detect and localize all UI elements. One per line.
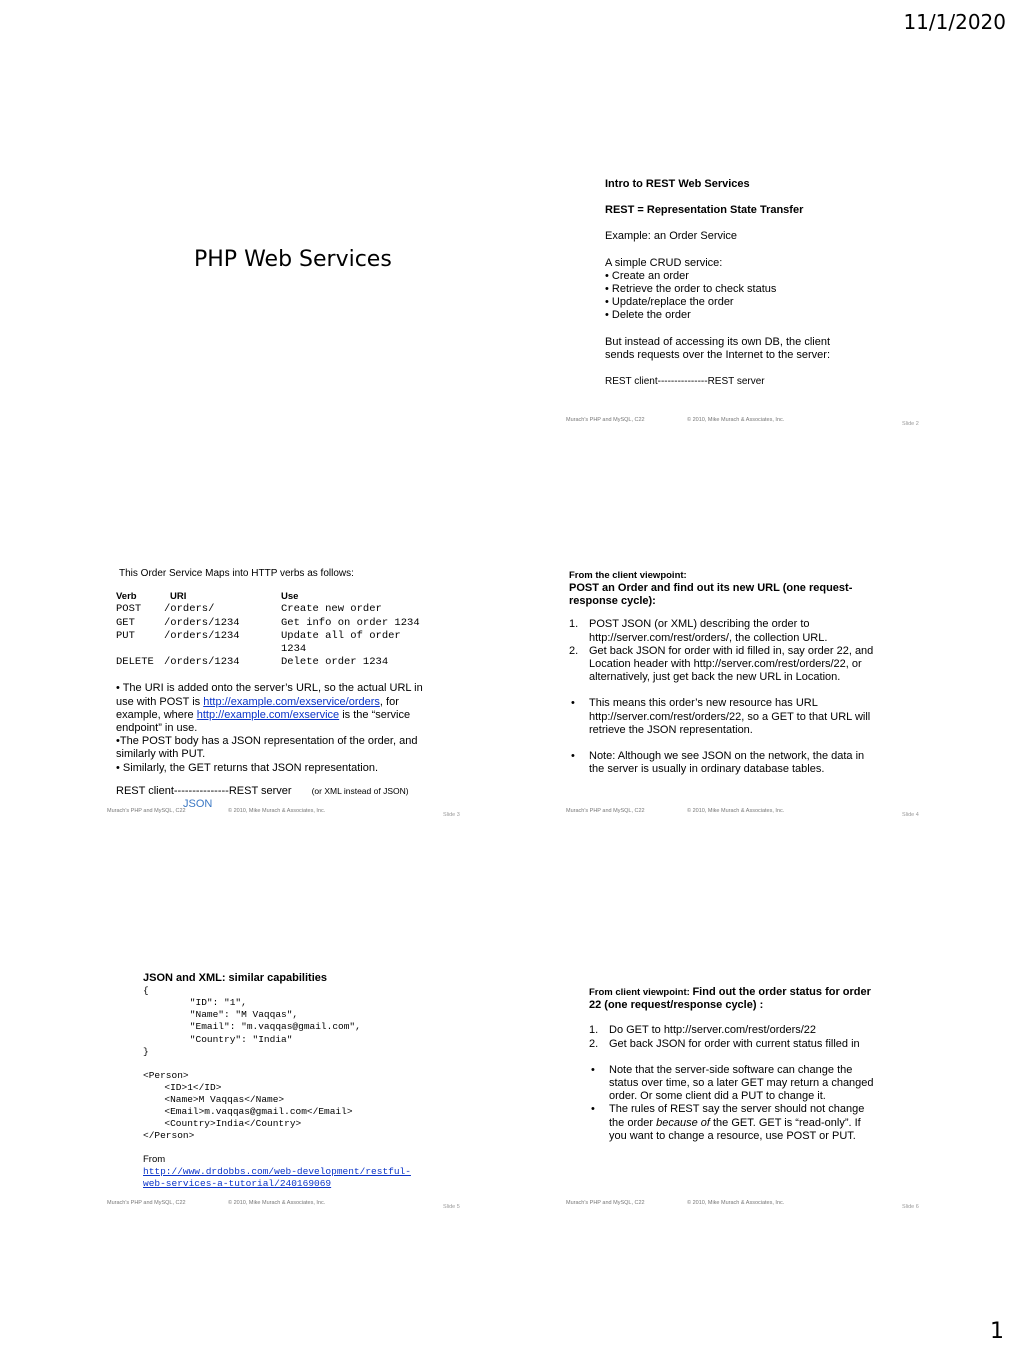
code-line: <Person> bbox=[143, 1069, 189, 1081]
use-cell: Get info on order 1234 bbox=[281, 616, 420, 629]
slide6-steps bbox=[589, 1024, 879, 1050]
step-text: Get back JSON for order with current status filled in bbox=[609, 1037, 860, 1050]
slide2-paragraph-line: sends requests over the Internet to the server: bbox=[605, 348, 831, 361]
table-header-uri: URI bbox=[170, 591, 187, 603]
step-number: 2. bbox=[569, 644, 579, 657]
uri-cell: /orders/ bbox=[164, 603, 215, 616]
code-line: "Country": "India" bbox=[167, 1033, 293, 1045]
step-item bbox=[589, 1024, 879, 1037]
slide6-heading-prefix: From client viewpoint: bbox=[589, 987, 693, 998]
link-line[interactable]: web-services-a-tutorial/240169069 bbox=[143, 1178, 332, 1190]
xml-code-block bbox=[143, 1070, 443, 1143]
slide2-paragraph-line: But instead of accessing its own DB, the client bbox=[605, 335, 831, 348]
code-line: <Email>m.vaqqas@gmail.com</Email> bbox=[153, 1106, 353, 1118]
slide3 bbox=[116, 567, 428, 810]
crud-item: • Create an order bbox=[605, 269, 689, 282]
table-row bbox=[116, 603, 428, 616]
slide4-steps bbox=[569, 618, 875, 684]
slide2-crud-intro: A simple CRUD service: bbox=[605, 256, 723, 269]
bullet-item: • This means this order’s new resource has URL http://server.com/rest/orders/22, so a GET to that URL will retrieve the JSON representation. bbox=[569, 697, 875, 737]
slide4-footer-course: Murach's PHP and MySQL, C22 bbox=[566, 808, 645, 814]
page-date: 11/1/2020 bbox=[903, 10, 1006, 34]
slide2-heading: Intro to REST Web Services bbox=[605, 178, 750, 190]
code-line: </Person> bbox=[143, 1130, 195, 1142]
slide5 bbox=[143, 972, 443, 1191]
crud-item: • Update/replace the order bbox=[605, 296, 734, 309]
verbs-table bbox=[116, 590, 428, 669]
slide4-heading-small: From the client viewpoint: bbox=[569, 570, 687, 581]
uri-cell: /orders/1234 bbox=[164, 629, 240, 642]
bullet-item: • Note: Although we see JSON on the network, the data in the server is usually in ordinary database tables. bbox=[569, 750, 875, 776]
table-row bbox=[116, 630, 428, 656]
slide2 bbox=[605, 178, 905, 388]
slide5-from-label: From bbox=[143, 1154, 166, 1166]
verb-cell: POST bbox=[116, 603, 142, 616]
slide3-p1-text: • The URI is added onto the server’s URL, so the actual URL in use with POST is bbox=[116, 682, 423, 708]
uri-cell: /orders/1234 bbox=[164, 616, 240, 629]
step-number: 1. bbox=[589, 1024, 599, 1037]
slide3-paragraph-post: •The POST body has a JSON representation of the order, and similarly with PUT. bbox=[116, 735, 418, 761]
slide6-footer-slide: Slide 6 bbox=[902, 1204, 919, 1210]
uri-cell: /orders/1234 bbox=[164, 656, 240, 669]
table-header-row bbox=[116, 590, 428, 603]
slide2-rest-definition: REST = Representation State Transfer bbox=[605, 204, 804, 217]
slide5-footer-copyright: © 2010, Mike Murach & Associates, Inc. bbox=[228, 1200, 326, 1206]
code-line: { bbox=[143, 985, 149, 997]
verb-cell: GET bbox=[116, 616, 135, 629]
slide3-rest-line: REST client---------------REST server bbox=[116, 784, 292, 797]
slide3-rest-row bbox=[116, 785, 428, 797]
code-line: "ID": "1", bbox=[167, 997, 247, 1009]
slide3-p1-text: , for example, where bbox=[116, 695, 399, 721]
json-code-block bbox=[143, 985, 443, 1058]
crud-item: • Retrieve the order to check status bbox=[605, 283, 777, 296]
slide3-footer-copyright: © 2010, Mike Murach & Associates, Inc. bbox=[228, 808, 326, 814]
slide4 bbox=[569, 570, 875, 776]
verb-cell: PUT bbox=[116, 629, 135, 642]
code-line: <ID>1</ID> bbox=[153, 1081, 222, 1093]
bullet-text: The rules of REST say the server should not change the order bbox=[609, 1103, 865, 1129]
slide5-footer-course: Murach's PHP and MySQL, C22 bbox=[107, 1200, 186, 1206]
bullet-text: the GET. GET is “read-only”. If you want to change a resource, use POST or PUT. bbox=[609, 1116, 861, 1142]
slide4-footer-copyright: © 2010, Mike Murach & Associates, Inc. bbox=[687, 808, 785, 814]
code-line: "Email": "m.vaqqas@gmail.com", bbox=[167, 1021, 361, 1033]
step-item bbox=[569, 618, 875, 644]
slide5-footer-slide: Slide 5 bbox=[443, 1204, 460, 1210]
slide6-bullets bbox=[589, 1064, 879, 1143]
step-item bbox=[569, 645, 875, 685]
table-row bbox=[116, 656, 428, 669]
slide3-json-label: JSON bbox=[183, 797, 213, 810]
bullet-item bbox=[589, 1103, 879, 1143]
use-cell: Delete order 1234 bbox=[281, 656, 389, 669]
slide6-footer-course: Murach's PHP and MySQL, C22 bbox=[566, 1200, 645, 1206]
step-text: Get back JSON for order with id filled in, say order 22, and Location header with http://server.com/rest/orders/22, or alternatively, just get back the new URL in Location. bbox=[589, 644, 874, 684]
slide4-heading: POST an Order and find out its new URL (one request-response cycle): bbox=[569, 582, 853, 608]
page-number: 1 bbox=[990, 1319, 1004, 1344]
slide6 bbox=[589, 986, 879, 1143]
slide2-footer-slide: Slide 2 bbox=[902, 421, 919, 427]
step-number: 1. bbox=[569, 618, 579, 631]
exservice-link[interactable]: http://example.com/exservice bbox=[196, 708, 340, 721]
bullet-item: • Note that the server-side software can change the status over time, so a later GET may return a changed order. Or some client did a PUT to change it. bbox=[589, 1064, 879, 1104]
code-line: } bbox=[143, 1045, 149, 1057]
code-line: <Name>M Vaqqas</Name> bbox=[153, 1093, 285, 1105]
slide3-paragraph-get: • Similarly, the GET returns that JSON representation. bbox=[116, 761, 379, 774]
slide3-p1-text: is the “service endpoint” in use. bbox=[116, 708, 411, 735]
use-cell: Create new order bbox=[281, 603, 382, 616]
slide4-bullets bbox=[569, 697, 875, 776]
slide2-footer-course: Murach's PHP and MySQL, C22 bbox=[566, 417, 645, 423]
slide6-footer-copyright: © 2010, Mike Murach & Associates, Inc. bbox=[687, 1200, 785, 1206]
step-item bbox=[589, 1038, 879, 1051]
slide2-example: Example: an Order Service bbox=[605, 230, 738, 243]
table-header-use: Use bbox=[281, 591, 299, 603]
slide3-footer-slide: Slide 3 bbox=[443, 812, 460, 818]
exservice-orders-link[interactable]: http://example.com/exservice/orders bbox=[203, 695, 380, 708]
slide4-footer-slide: Slide 4 bbox=[902, 812, 919, 818]
use-cell: Update all of order 1234 bbox=[281, 629, 401, 656]
slide3-rest-note: (or XML instead of JSON) bbox=[311, 785, 409, 796]
slide3-intro: This Order Service Maps into HTTP verbs as follows: bbox=[119, 568, 354, 579]
step-text: Do GET to http://server.com/rest/orders/22 bbox=[609, 1024, 817, 1037]
table-row bbox=[116, 617, 428, 630]
crud-item: • Delete the order bbox=[605, 309, 691, 322]
slide6-heading-text: Find out the order status for order 22 (one request/response cycle) : bbox=[589, 986, 871, 1012]
code-line: "Name": "M Vaqqas", bbox=[167, 1009, 299, 1021]
bullet-emphasis: because of bbox=[656, 1116, 710, 1129]
slide6-heading bbox=[589, 986, 879, 1012]
slide2-rest-line: REST client---------------REST server bbox=[605, 376, 765, 388]
code-line: <Country>India</Country> bbox=[153, 1118, 302, 1130]
slide3-footer-course: Murach's PHP and MySQL, C22 bbox=[107, 808, 186, 814]
verb-cell: DELETE bbox=[116, 656, 154, 669]
slide5-heading: JSON and XML: similar capabilities bbox=[143, 972, 327, 984]
link-line[interactable]: http://www.drdobbs.com/web-development/restful- bbox=[143, 1166, 411, 1178]
slide3-paragraph-uri bbox=[116, 682, 428, 735]
drdobbs-link[interactable] bbox=[143, 1166, 443, 1190]
table-header-verb: Verb bbox=[116, 591, 137, 603]
step-text: POST JSON (or XML) describing the order to http://server.com/rest/orders/, the collection URL. bbox=[589, 618, 828, 644]
slide2-footer-copyright: © 2010, Mike Murach & Associates, Inc. bbox=[687, 417, 785, 423]
step-number: 2. bbox=[589, 1037, 599, 1050]
slide1-title: PHP Web Services bbox=[194, 247, 392, 272]
